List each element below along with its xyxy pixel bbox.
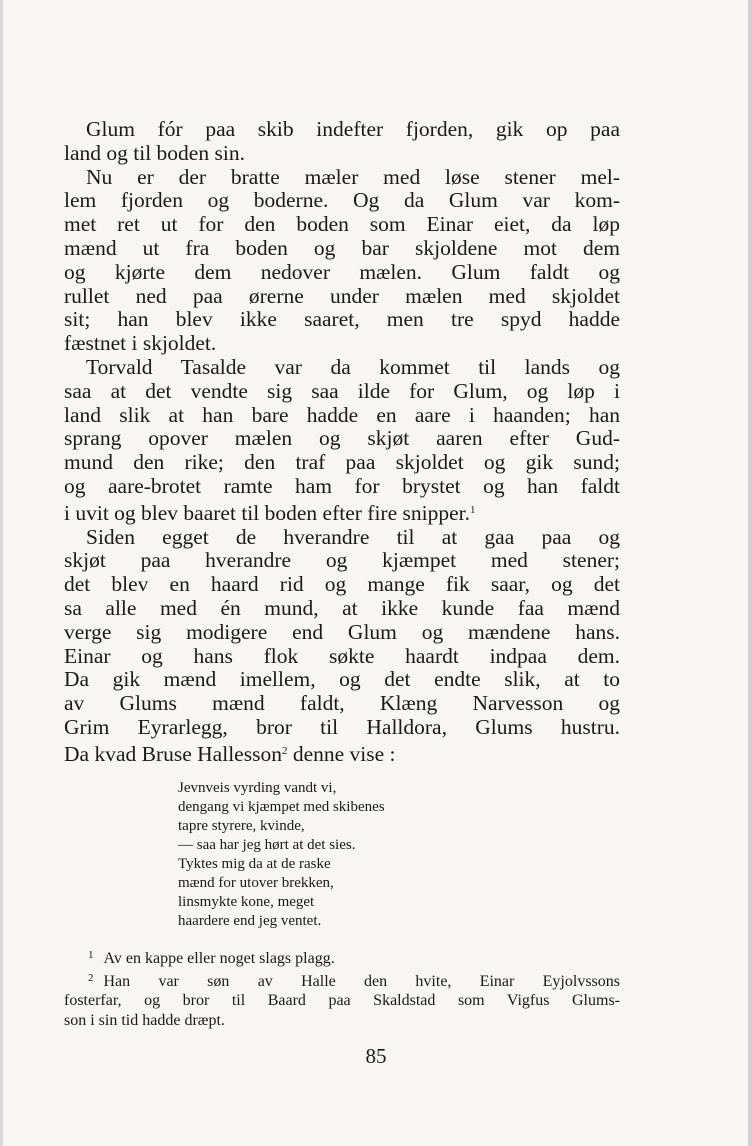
poem-intro [64,740,620,767]
text-line: rullet ned paa ørerne under mælen med skjoldet [64,283,620,308]
text-line: mænd ut fra boden og bar skjoldene mot dem [64,235,620,260]
text-line: lem fjorden og boderne. Og da Glum var kom- [64,188,620,213]
footnote-2-line: son i sin tid hadde dræpt. [64,1011,225,1029]
text-line: sit; han blev ikke saaret, men tre spyd hadde [64,307,620,332]
verse-line: Jevnveis vyrding vandt vi, [178,780,337,796]
paragraph-4 [64,526,620,740]
footnote-1 [64,946,620,969]
verse-line: mænd for utover brekken, [178,875,334,891]
text-line: saa at det vendte sig saa ilde for Glum, og løp i [64,378,620,403]
footnote-mark: 1 [88,949,94,961]
page-right-edge [748,0,752,1146]
text-line: Grim Eyrarlegg, bror til Halldora, Glums hustru. [64,714,620,739]
text-line: Da gik mænd imellem, og det endte slik, at to [64,667,620,692]
text-line: land og til boden sin. [64,140,245,165]
page-number: 85 [365,1044,387,1068]
text-line: og kjørte dem nedover mælen. Glum faldt og [64,259,620,284]
footnotes [64,946,620,1030]
paragraph-1 [64,118,620,166]
text-line: skjøt paa hverandre og kjæmpet med stener; [64,548,620,573]
paragraph-2 [64,166,620,356]
verse-line: haardere end jeg ventet. [178,913,322,929]
verse-line: dengang vi kjæmpet med skibenes [178,799,385,815]
footnote-text: Han var søn av Halle den hvite, Einar Eyjolvssons [103,972,620,990]
text-line: Torvald Tasalde var da kommet til lands og [86,354,620,379]
text-line: sprang opover mælen og skjøt aaren efter Gud- [64,426,620,451]
body-text [64,118,620,767]
poem-intro-text-end: denne vise : [287,741,396,766]
paragraph-3 [64,356,620,526]
footnote-2-line: fosterfar, og bror til Baard paa Skaldstad som Vigfus Glums- [64,992,620,1009]
text-line: og aare-brotet ramte ham for brystet og han faldt [64,473,620,498]
text-line: det blev en haard rid og mange fik saar, og det [64,572,620,597]
footnote-reference: 1 [469,503,476,516]
text-line: av Glums mænd faldt, Klæng Narvesson og [64,691,620,716]
text-line: Nu er der bratte mæler med løse stener mel- [86,164,620,189]
verse-line: Tyktes mig da at de raske [178,856,331,872]
text-line: met ret ut for den boden som Einar eiet, da løp [64,212,620,237]
text-line: fæstnet i skjoldet. [64,331,217,356]
poem-intro-text: Da kvad Bruse Hallesson [64,741,282,766]
verse [178,779,385,931]
text-line: sa alle med én mund, at ikke kunde faa mænd [64,595,620,620]
text-line: land slik at han bare hadde en aare i haanden; han [64,402,620,427]
text-line: mund den rike; den traf paa skjoldet og gik sund; [64,450,620,475]
text-line [64,499,620,526]
page-left-edge [0,0,3,1146]
text-line: Einar og hans flok søkte haardt indpaa dem. [64,643,620,668]
text-line-content: i uvit og blev baaret til boden efter fire snipper. [64,500,470,525]
footnote-reference: 2 [281,744,288,757]
verse-line: — saa har jeg hørt at det sies. [178,837,356,853]
text-line [64,740,620,767]
verse-line: linsmykte kone, meget [178,894,315,910]
text-line: Glum fór paa skib indefter fjorden, gik op paa [86,117,620,141]
text-line: Siden egget de hverandre til at gaa paa og [86,524,620,549]
footnote-2 [64,969,620,992]
footnote-text: Av en kappe eller noget slags plagg. [103,950,335,967]
text-line: verge sig modigere end Glum og mændene hans. [64,619,620,644]
verse-line: tapre styrere, kvinde, [178,818,305,834]
footnote-mark: 2 [88,971,94,984]
